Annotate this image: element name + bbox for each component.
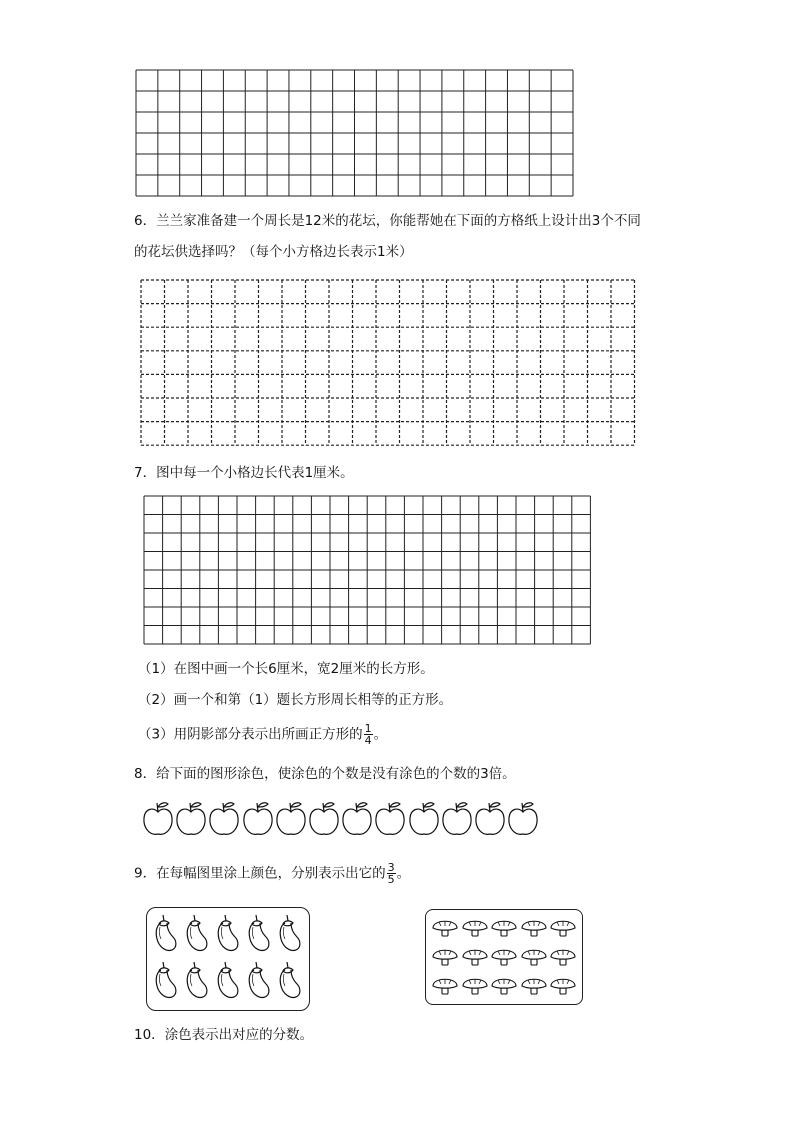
- mushroom-icon[interactable]: [461, 972, 489, 996]
- eggplant-icon[interactable]: [214, 913, 240, 953]
- q9-number: 9．: [134, 865, 157, 882]
- mushroom-icon[interactable]: [431, 914, 459, 938]
- q6-line1: [134, 212, 641, 230]
- apple-icon[interactable]: [341, 798, 373, 838]
- q10-number: 10．: [134, 1027, 165, 1043]
- q9-text: [134, 862, 410, 885]
- mushroom-icon[interactable]: [431, 972, 459, 996]
- q7-sub3-end: 。: [373, 726, 388, 743]
- eggplant-icon[interactable]: [183, 960, 209, 1000]
- apple-row: [142, 798, 547, 840]
- eggplant-icon[interactable]: [276, 960, 302, 1000]
- apple-icon[interactable]: [507, 798, 539, 838]
- apple-icon[interactable]: [308, 798, 340, 838]
- centimeter-grid[interactable]: [143, 495, 593, 645]
- mushroom-icon[interactable]: [490, 972, 518, 996]
- mushroom-icon[interactable]: [520, 943, 548, 967]
- fraction-numerator: 3: [387, 861, 395, 874]
- q6-text-line1: 兰兰家准备建一个周长是12米的花坛，你能帮她在下面的方格纸上设计出3个不同: [156, 213, 641, 229]
- eggplant-panel: [146, 907, 310, 1011]
- apple-icon[interactable]: [208, 798, 240, 838]
- q7-sub3-text: （3）用阴影部分表示出所画正方形的: [138, 726, 363, 743]
- top-grid[interactable]: [135, 69, 575, 197]
- apple-icon[interactable]: [408, 798, 440, 838]
- apple-icon[interactable]: [142, 798, 174, 838]
- mushroom-icon[interactable]: [549, 914, 577, 938]
- eggplant-icon[interactable]: [245, 960, 271, 1000]
- eggplant-icon[interactable]: [214, 960, 240, 1000]
- q7-sub1: （1）在图中画一个长6厘米，宽2厘米的长方形。: [138, 661, 434, 677]
- q7-number: 7．: [134, 465, 157, 481]
- mushroom-icon[interactable]: [520, 914, 548, 938]
- q7-instruction: 图中每一个小格边长代表1厘米。: [156, 465, 354, 481]
- mushroom-icon[interactable]: [549, 943, 577, 967]
- q7-sub3: [138, 723, 387, 746]
- mushroom-icon[interactable]: [549, 972, 577, 996]
- eggplant-icon[interactable]: [276, 913, 302, 953]
- mushroom-icon[interactable]: [520, 972, 548, 996]
- q6-number: 6．: [134, 213, 157, 229]
- q10-instruction: 涂色表示出对应的分数。: [164, 1027, 314, 1043]
- q8-text: [134, 765, 516, 783]
- eggplant-icon[interactable]: [152, 960, 178, 1000]
- apple-icon[interactable]: [374, 798, 406, 838]
- fraction-three-fifths: [387, 862, 396, 885]
- eggplant-icon[interactable]: [152, 913, 178, 953]
- eggplant-icon[interactable]: [183, 913, 209, 953]
- apple-icon[interactable]: [441, 798, 473, 838]
- apple-icon[interactable]: [275, 798, 307, 838]
- mushroom-icon[interactable]: [490, 914, 518, 938]
- mushroom-icon[interactable]: [490, 943, 518, 967]
- mushroom-icon[interactable]: [431, 943, 459, 967]
- q7-sub2: （2）画一个和第（1）题长方形周长相等的正方形。: [138, 692, 453, 708]
- dashed-grid[interactable]: [140, 279, 636, 447]
- q6-line2: 的花坛供选择吗？（每个小方格边长表示1米）: [134, 244, 413, 260]
- q8-number: 8．: [134, 766, 157, 782]
- fraction-denominator: 5: [387, 873, 395, 886]
- apple-icon[interactable]: [242, 798, 274, 838]
- mushroom-icon[interactable]: [461, 943, 489, 967]
- q9-instruction: 在每幅图里涂上颜色，分别表示出它的: [156, 865, 386, 882]
- q8-instruction: 给下面的图形涂色，使涂色的个数是没有涂色的个数的3倍。: [156, 766, 516, 782]
- q10-text: [134, 1026, 313, 1044]
- mushroom-panel: [425, 909, 583, 1005]
- apple-icon[interactable]: [474, 798, 506, 838]
- mushroom-icon[interactable]: [461, 914, 489, 938]
- q7-text: [134, 464, 354, 482]
- fraction-numerator: 1: [364, 722, 372, 735]
- fraction-one-quarter: [364, 723, 373, 746]
- apple-icon[interactable]: [175, 798, 207, 838]
- q9-end: 。: [396, 865, 411, 882]
- eggplant-icon[interactable]: [245, 913, 271, 953]
- fraction-denominator: 4: [364, 734, 372, 747]
